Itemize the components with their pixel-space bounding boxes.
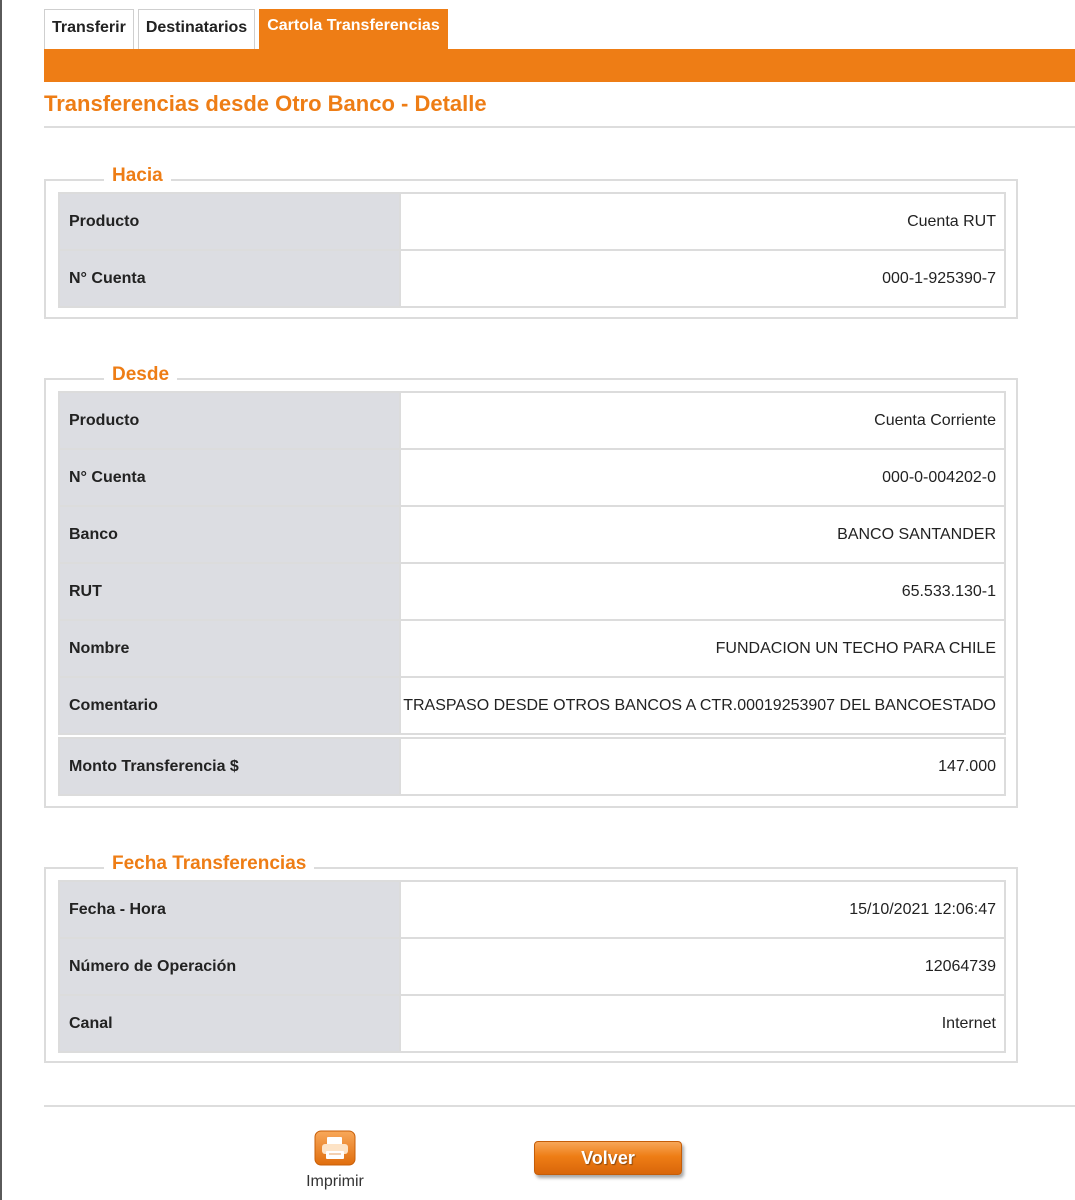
row-value: TRASPASO DESDE OTROS BANCOS A CTR.00019253907 DEL BANCOESTADO (400, 677, 1005, 734)
fecha-table (58, 880, 1006, 1053)
printer-icon[interactable] (314, 1130, 356, 1166)
desde-legend: Desde (104, 362, 177, 388)
row-value: 000-0-004202-0 (400, 449, 1005, 506)
fecha-section (44, 853, 1018, 1063)
row-label: Producto (59, 193, 400, 250)
row-label: N° Cuenta (59, 449, 400, 506)
table-row (59, 506, 1005, 563)
hacia-section (44, 165, 1018, 319)
volver-button[interactable]: Volver (534, 1141, 682, 1175)
monto-value: 147.000 (400, 738, 1005, 795)
table-row (59, 193, 1005, 250)
table-row (59, 392, 1005, 449)
tab-bar (44, 9, 448, 49)
title-divider (44, 126, 1075, 128)
hacia-legend: Hacia (104, 163, 171, 189)
table-row (59, 881, 1005, 938)
monto-table (58, 737, 1006, 796)
table-row (59, 620, 1005, 677)
print-button[interactable] (296, 1130, 374, 1191)
monto-row (59, 738, 1005, 795)
row-value: 65.533.130-1 (400, 563, 1005, 620)
table-row (59, 250, 1005, 307)
row-value: BANCO SANTANDER (400, 506, 1005, 563)
table-row (59, 449, 1005, 506)
row-value: FUNDACION UN TECHO PARA CHILE (400, 620, 1005, 677)
row-label: Comentario (59, 677, 400, 734)
window-edge (0, 0, 2, 1200)
desde-section (44, 364, 1018, 808)
row-label: N° Cuenta (59, 250, 400, 307)
hacia-table (58, 192, 1006, 308)
table-row (59, 563, 1005, 620)
row-value: Internet (400, 995, 1005, 1052)
desde-table (58, 391, 1006, 735)
row-label: Nombre (59, 620, 400, 677)
table-row (59, 995, 1005, 1052)
page-title: Transferencias desde Otro Banco - Detalle (44, 91, 487, 116)
row-value: 12064739 (400, 938, 1005, 995)
monto-label: Monto Transferencia $ (59, 738, 400, 795)
print-label[interactable]: Imprimir (306, 1173, 364, 1190)
header-bar (44, 49, 1075, 82)
footer-divider (44, 1105, 1075, 1107)
table-row (59, 938, 1005, 995)
row-label: Número de Operación (59, 938, 400, 995)
fecha-legend: Fecha Transferencias (104, 851, 314, 877)
row-label: Fecha - Hora (59, 881, 400, 938)
row-label: Banco (59, 506, 400, 563)
row-value: 15/10/2021 12:06:47 (400, 881, 1005, 938)
tab-destinatarios[interactable]: Destinatarios (138, 9, 255, 49)
table-row (59, 677, 1005, 734)
row-label: Producto (59, 392, 400, 449)
tab-cartola-transferencias[interactable]: Cartola Transferencias (259, 9, 448, 49)
row-value: Cuenta Corriente (400, 392, 1005, 449)
row-value: 000-1-925390-7 (400, 250, 1005, 307)
row-label: RUT (59, 563, 400, 620)
row-value: Cuenta RUT (400, 193, 1005, 250)
tab-transferir[interactable]: Transferir (44, 9, 134, 49)
row-label: Canal (59, 995, 400, 1052)
